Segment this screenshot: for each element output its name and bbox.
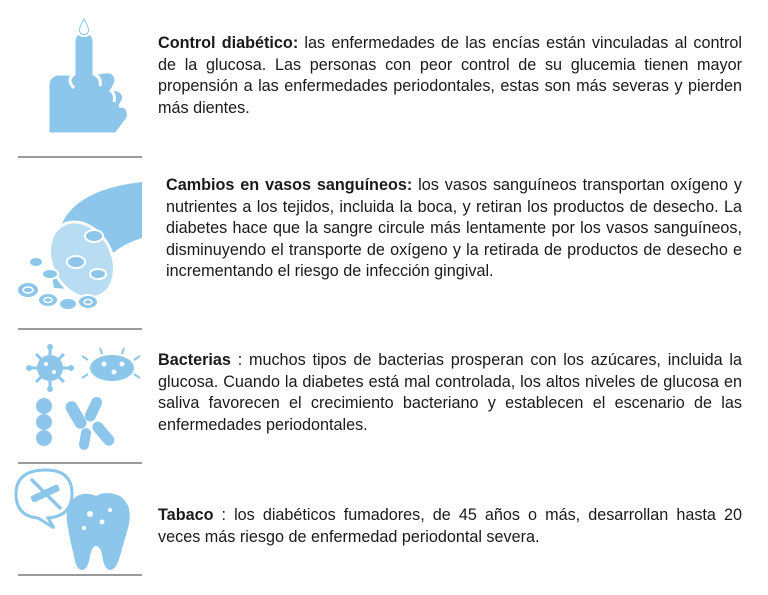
- item-body: : los diabéticos fumadores, de 45 años o más, desarrollan hasta 20 veces más riesgo de enfermedad periodontal severa.: [158, 506, 742, 546]
- tooth-smoking-icon: [10, 466, 140, 576]
- divider: [18, 156, 142, 158]
- item-control-diabetico: [158, 33, 742, 119]
- finger-drop-icon: [30, 14, 140, 134]
- item-title: Bacterias: [158, 351, 231, 369]
- item-vasos-sanguineos: [166, 175, 742, 283]
- item-body: las enfermedades de las encías están vinculadas al control de la glucosa. Las personas con peor control de su glucemia tienen mayor propensión a las enfermedades periodontales, estas son más severas y pierden más dientes.: [158, 34, 742, 117]
- item-title: Control diabético:: [158, 34, 299, 52]
- item-title: Cambios en vasos sanguíneos:: [166, 176, 413, 194]
- blood-vessel-icon: [14, 178, 144, 318]
- divider: [18, 462, 142, 464]
- divider: [18, 574, 142, 576]
- item-bacterias: [158, 350, 742, 436]
- item-body: los vasos sanguíneos transportan oxígeno y nutrientes a los tejidos, incluida la boca, y retiran los productos de desecho. La diabetes hace que la sangre circule más lentamente por los vasos sanguíneos, disminuyendo el transporte de oxígeno y la retirada de productos de desecho e incrementando el riesgo de infección gingival.: [166, 176, 742, 280]
- item-title: Tabaco: [158, 506, 214, 524]
- item-body: : muchos tipos de bacterias prosperan con los azúcares, incluida la glucosa. Cuando la diabetes está mal controlada, los altos niveles de glucosa en saliva favorecen el crecimiento bacteriano y establecen el escenario de las enfermedades periodontales.: [158, 351, 742, 434]
- bacteria-icon: [22, 344, 142, 454]
- item-tabaco: [158, 505, 742, 548]
- divider: [18, 328, 142, 330]
